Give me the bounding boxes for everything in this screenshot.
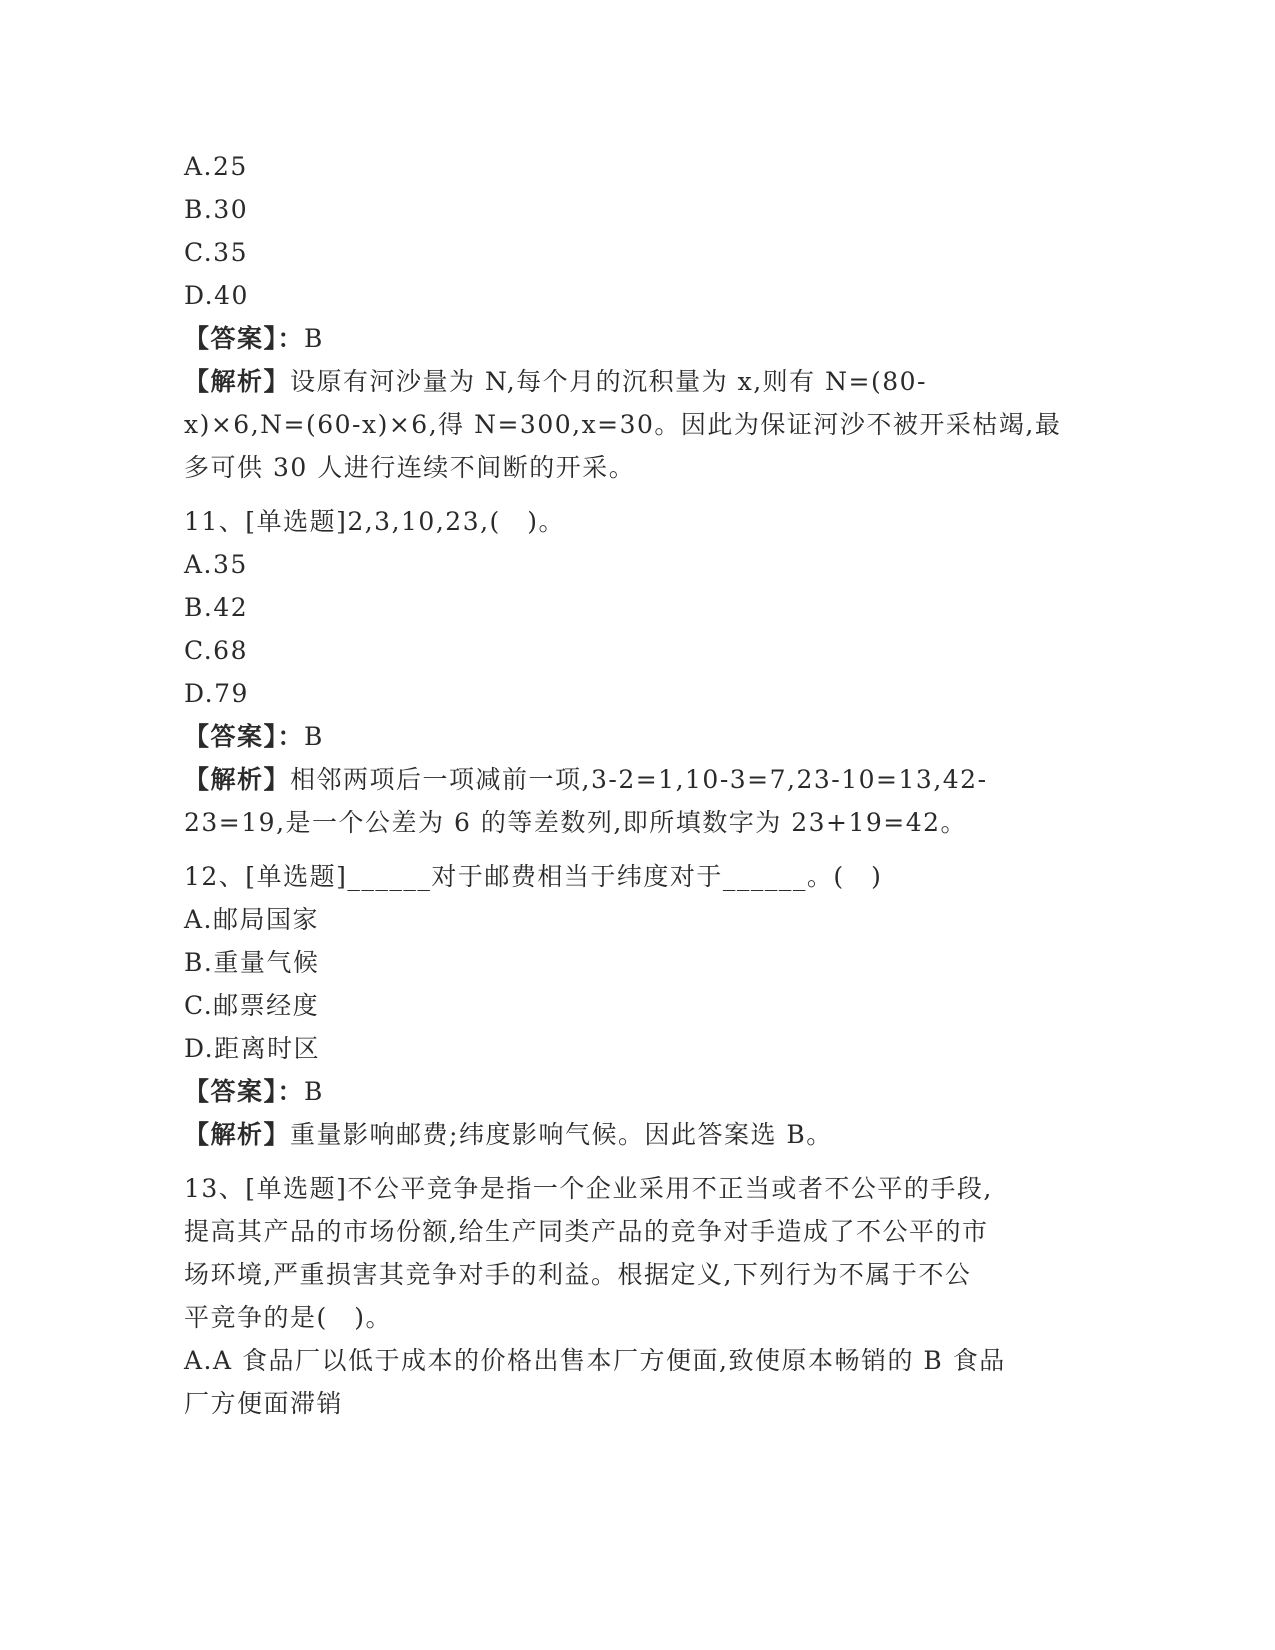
answer-line — [184, 715, 1084, 758]
option-a-line-2: 厂方便面滞销 — [184, 1389, 344, 1418]
option-c: C.68 — [184, 636, 248, 665]
answer-label: 【答案】 — [184, 722, 278, 751]
analysis-line-3: 多可供 30 人进行连续不间断的开采。 — [184, 453, 636, 482]
analysis-text: 重量影响邮费;纬度影响气候。因此答案选 B。 — [290, 1120, 833, 1149]
option-a: A.35 — [184, 550, 248, 579]
question-stem: 11、[单选题]2,3,10,23,( )。 — [184, 507, 566, 536]
answer-value: B — [304, 722, 324, 751]
question-stem-line-2: 提高其产品的市场份额,给生产同类产品的竞争对手造成了不公平的市 — [184, 1217, 989, 1246]
analysis-line-1 — [184, 758, 1084, 801]
option-a: A.邮局国家 — [184, 905, 320, 934]
analysis-label: 【解析】 — [184, 1120, 291, 1149]
answer-line — [184, 317, 1084, 360]
answer-separator: ： — [277, 722, 305, 751]
option-d: D.距离时区 — [184, 1034, 321, 1063]
answer-separator: ： — [277, 1077, 305, 1106]
analysis-line-2: 23=19,是一个公差为 6 的等差数列,即所填数字为 23+19=42。 — [184, 808, 968, 837]
answer-line — [184, 1070, 1084, 1113]
question-12 — [184, 855, 1084, 1156]
analysis-line-1 — [184, 1113, 1084, 1156]
question-10 — [184, 145, 1084, 489]
option-d: D.79 — [184, 679, 249, 708]
question-stem: 12、[单选题]______对于邮费相当于纬度对于______。( ) — [184, 862, 883, 891]
answer-label: 【答案】 — [184, 1077, 278, 1106]
option-b: B.重量气候 — [184, 948, 320, 977]
analysis-line-1 — [184, 360, 1084, 403]
question-stem-line-4: 平竞争的是( )。 — [184, 1303, 393, 1332]
analysis-line-2: x)×6,N=(60-x)×6,得 N=300,x=30。因此为保证河沙不被开采枯竭,最 — [184, 410, 1062, 439]
option-c: C.邮票经度 — [184, 991, 320, 1020]
analysis-label: 【解析】 — [184, 367, 291, 396]
analysis-text: 设原有河沙量为 N,每个月的沉积量为 x,则有 N=(80- — [290, 367, 927, 396]
option-b: B.42 — [184, 593, 249, 622]
analysis-label: 【解析】 — [184, 765, 291, 794]
analysis-text: 相邻两项后一项减前一项,3-2=1,10-3=7,23-10=13,42- — [290, 765, 988, 794]
answer-value: B — [304, 324, 324, 353]
option-a: A.25 — [184, 152, 248, 181]
document-page — [184, 145, 1084, 1425]
question-stem-line-1: 13、[单选题]不公平竞争是指一个企业采用不正当或者不公平的手段, — [184, 1174, 993, 1203]
question-11 — [184, 500, 1084, 844]
option-c: C.35 — [184, 238, 248, 267]
answer-separator: ： — [277, 324, 305, 353]
answer-label: 【答案】 — [184, 324, 278, 353]
question-13 — [184, 1167, 1084, 1425]
option-b: B.30 — [184, 195, 249, 224]
option-a-line-1: A.A 食品厂以低于成本的价格出售本厂方便面,致使原本畅销的 B 食品 — [184, 1346, 1006, 1375]
answer-value: B — [304, 1077, 324, 1106]
option-d: D.40 — [184, 281, 249, 310]
question-stem-line-3: 场环境,严重损害其竞争对手的利益。根据定义,下列行为不属于不公 — [184, 1260, 972, 1289]
